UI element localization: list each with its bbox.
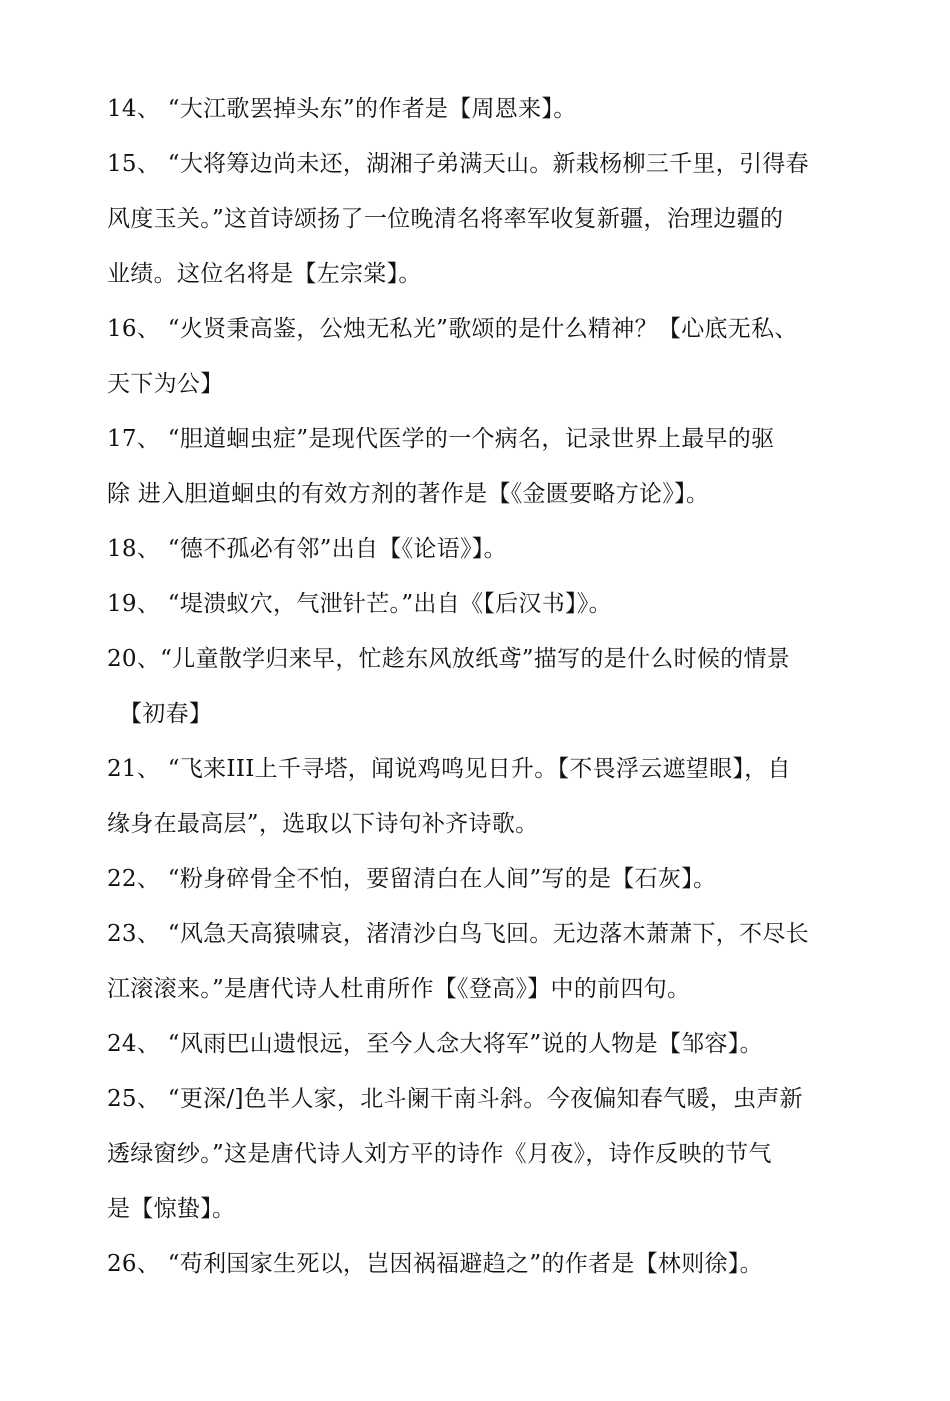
- text-line: 17、 “胆道蛔虫症”是现代医学的一个病名，记录世界上最早的驱: [107, 426, 775, 452]
- text-line: 缘身在最高层”，选取以下诗句补齐诗歌。: [107, 811, 539, 837]
- text-line: 【初春】: [119, 701, 213, 727]
- text-line: 23、 “风急天高猿啸哀，渚清沙白鸟飞回。无边落木萧萧下，不尽长: [107, 921, 809, 947]
- question-23: [107, 907, 877, 1017]
- text-line: 江滚滚来。”是唐代诗人杜甫所作【《登高》】中的前四句。: [107, 976, 691, 1002]
- text-line: 15、 “大将筹边尚未还，湖湘子弟满天山。新栽杨柳三千里，引得春: [107, 151, 809, 177]
- question-18: [107, 522, 877, 577]
- question-14: [107, 82, 877, 137]
- text-line: 25、 “更深/]色半人家，北斗阑干南斗斜。今夜偏知春气暖，虫声新: [107, 1086, 803, 1112]
- question-17: [107, 412, 877, 522]
- text-line: 除 进入胆道蛔虫的有效方剂的著作是【《金匮要略方论》】。: [107, 481, 710, 507]
- text-line: 透绿窗纱。”这是唐代诗人刘方平的诗作《月夜》，诗作反映的节气: [107, 1141, 772, 1167]
- question-20: [107, 632, 877, 742]
- text-line: 风度玉关。”这首诗颂扬了一位晚清名将率军收复新疆，治理边疆的: [107, 206, 784, 232]
- text-line: 19、 “堤溃蚁穴，气泄针芒。”出自《【后汉书】》。: [107, 591, 612, 617]
- question-15: [107, 137, 877, 302]
- text-line: 20、“儿童散学归来早，忙趁东风放纸鸢”描写的是什么时候的情景: [107, 646, 791, 672]
- question-22: [107, 852, 877, 907]
- question-25: [107, 1072, 877, 1237]
- text-line: 26、 “苟利国家生死以，岂因祸福避趋之”的作者是【林则徐】。: [107, 1251, 763, 1277]
- text-line: 16、 “火贤秉高鉴，公烛无私光”歌颂的是什么精神？【心底无私、: [107, 316, 798, 342]
- text-line: 是【惊蛰】。: [107, 1196, 236, 1222]
- question-24: [107, 1017, 877, 1072]
- text-line: 天下为公】: [107, 371, 224, 397]
- question-16: [107, 302, 877, 412]
- text-line: 18、 “德不孤必有邻”出自【《论语》】。: [107, 536, 507, 562]
- text-line: 14、 “大江歌罢掉头东”的作者是【周恩来】。: [107, 96, 577, 122]
- text-line: 24、 “风雨巴山遗恨远，至今人念大将军”说的人物是【邹容】。: [107, 1031, 763, 1057]
- question-21: [107, 742, 877, 852]
- text-line: 21、 “飞来III上千寻塔，闻说鸡鸣见日升。【不畏浮云遮望眼】，自: [107, 756, 791, 782]
- question-26: [107, 1237, 877, 1292]
- text-line: 22、 “粉身碎骨全不怕，要留清白在人间”写的是【石灰】。: [107, 866, 717, 892]
- text-line: 业绩。这位名将是【左宗棠】。: [107, 261, 422, 287]
- question-19: [107, 577, 877, 632]
